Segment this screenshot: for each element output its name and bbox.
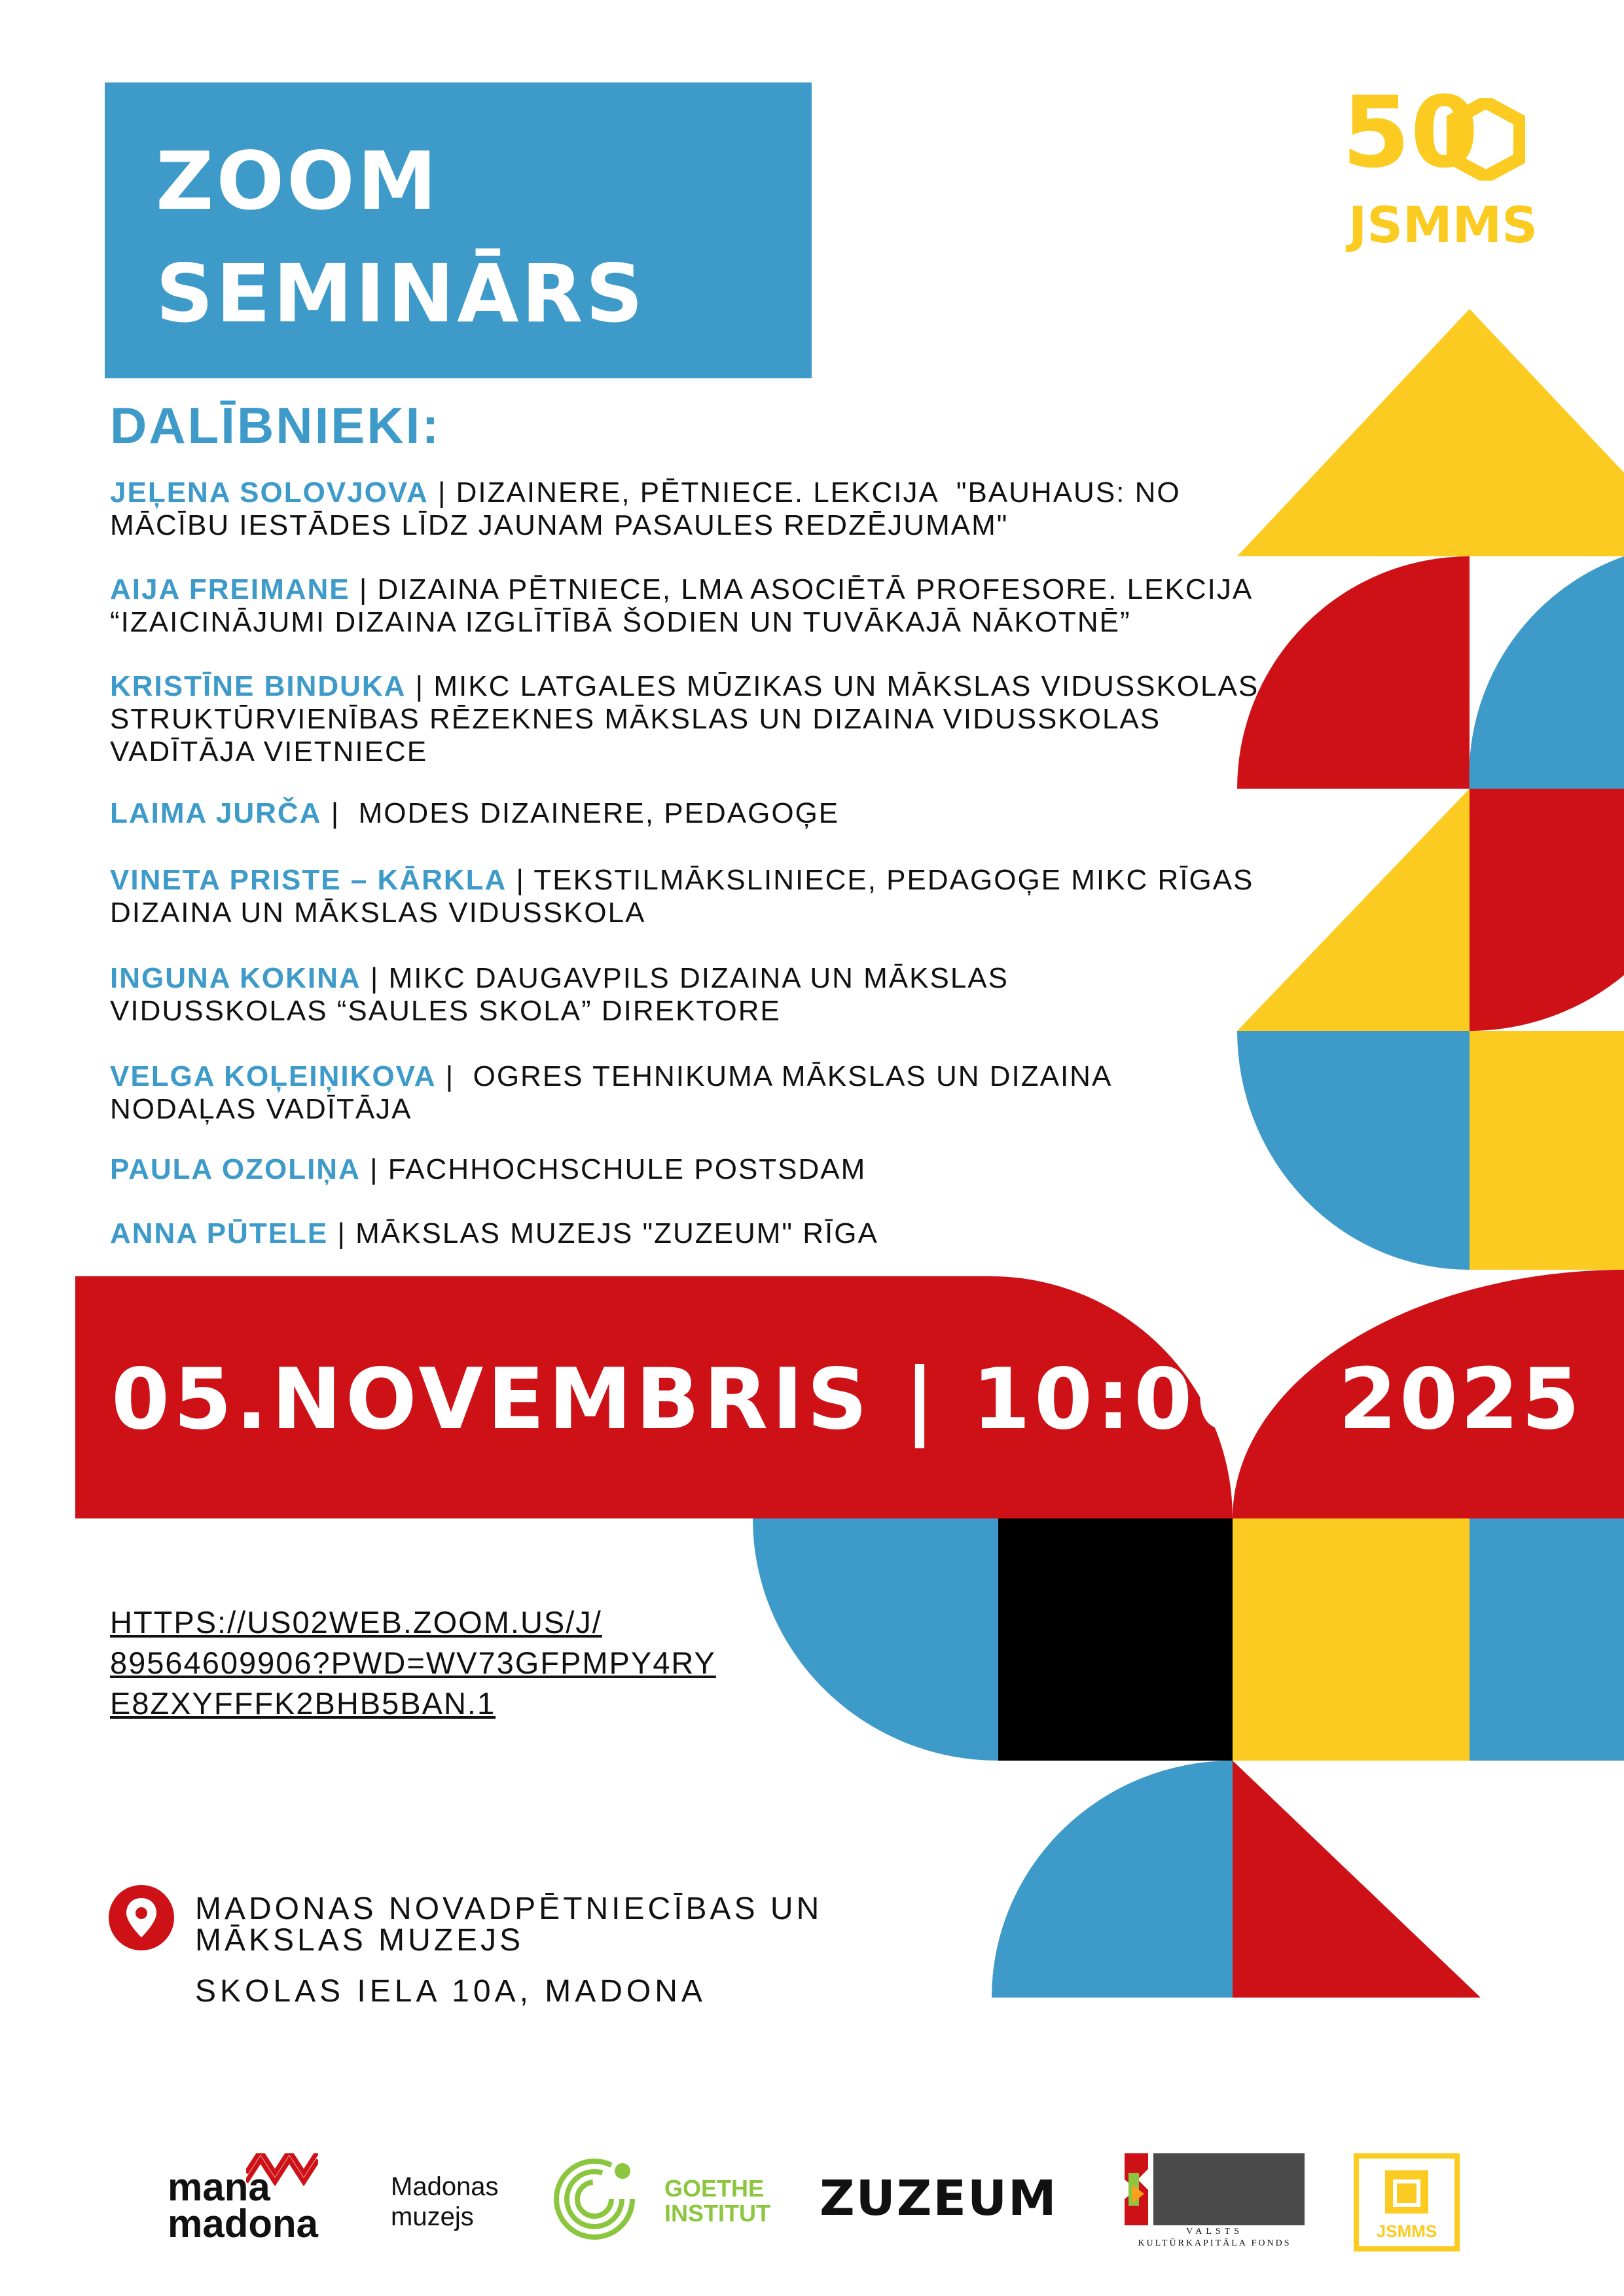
zoom-link[interactable] <box>110 1602 716 1724</box>
participant-role: “IZAICINĀJUMI DIZAINA IZGLĪTĪBĀ ŠODIEN UN TUVĀKAJĀ NĀKOTNĒ” <box>110 606 1131 638</box>
participant-role: DIZAINERE, PĒTNIECE. LEKCIJA "BAUHAUS: NO <box>456 476 1181 509</box>
participant-separator: | <box>328 1217 356 1249</box>
participant-line <box>110 703 1269 736</box>
black-square <box>998 1518 1233 1761</box>
anniversary-text: JSMMS <box>1348 196 1538 254</box>
participant-entry <box>110 573 1269 639</box>
mana-text: mana <box>168 2165 270 2209</box>
kkf-line-1: VALSTS <box>1185 2227 1244 2236</box>
participants-heading: DALĪBNIEKI: <box>110 397 441 454</box>
jsmms-text: JSMMS <box>1376 2221 1437 2241</box>
kulturkapitala-fonds-logo <box>1125 2153 1305 2251</box>
participant-line <box>110 797 1269 830</box>
participant-line <box>110 962 1269 995</box>
zoom-link-line[interactable]: 89564609906?PWD=WV73GFPMPY4RY <box>110 1645 716 1680</box>
participant-separator: | <box>406 670 434 702</box>
blue-quarter-circle-bottom <box>992 1761 1233 1998</box>
participant-entry <box>110 1153 1269 1186</box>
participant-entry <box>110 1060 1269 1126</box>
goethe-line-2: INSTITUT <box>664 2200 770 2227</box>
participant-role: MODES DIZAINERE, PEDAGOĢE <box>349 797 840 829</box>
participant-line <box>110 606 1269 639</box>
participant-separator: | <box>507 864 534 896</box>
goethe-line-1: GOETHE <box>664 2175 765 2202</box>
venue-address: SKOLAS IELA 10A, MADONA <box>195 1974 706 2009</box>
participant-entry <box>110 670 1269 768</box>
participant-separator: | <box>436 1060 464 1092</box>
participant-line <box>110 736 1269 768</box>
blue-square-lower <box>1470 1518 1624 1761</box>
red-triangle-bottom <box>1233 1761 1481 1998</box>
blue-quarter-circle-1 <box>1469 556 1624 789</box>
participant-role: MIKC DAUGAVPILS DIZAINA UN MĀKSLAS <box>388 962 1009 994</box>
zuzeum-logo: ZUZEUM <box>820 2170 1058 2227</box>
mana-madona-logo <box>168 2153 377 2245</box>
yellow-triangle-top <box>1237 309 1470 556</box>
participant-entry <box>110 797 1269 830</box>
participant-entry <box>110 962 1269 1028</box>
participant-name: KRISTĪNE BINDUKA <box>110 670 406 702</box>
participant-name: INGUNA KOKINA <box>110 962 361 994</box>
participant-role: VADĪTĀJA VIETNIECE <box>110 736 428 768</box>
event-date-time: 05.NOVEMBRIS | 10:00 <box>111 1351 1259 1448</box>
zoom-link-line[interactable]: HTTPS://US02WEB.ZOOM.US/J/ <box>110 1605 602 1640</box>
participant-separator: | <box>428 476 456 509</box>
participant-line <box>110 1153 1269 1186</box>
title-line-1: ZOOM <box>156 135 440 228</box>
yellow-square-lower <box>1233 1518 1470 1761</box>
participant-name: LAIMA JURČA <box>110 797 322 829</box>
venue-name-line: MĀKSLAS MUZEJS <box>195 1923 524 1958</box>
madona-text: madona <box>168 2202 319 2246</box>
hexagon-icon <box>1447 98 1525 181</box>
participant-name: AIJA FREIMANE <box>110 573 350 605</box>
madonas-muzejs-logo <box>391 2172 499 2232</box>
participant-role: TEKSTILMĀKSLINIECE, PEDAGOĢE MIKC RĪGAS <box>533 864 1254 896</box>
participant-line <box>110 670 1269 703</box>
participant-line <box>110 476 1269 509</box>
blue-quarter-circle-2 <box>1237 1031 1470 1270</box>
goethe-institut-logo <box>552 2157 774 2242</box>
participant-role: DIZAINA PĒTNIECE, LMA ASOCIĒTĀ PROFESORE. LEKCIJA <box>377 573 1254 605</box>
participant-role: NODAĻAS VADĪTĀJA <box>110 1093 412 1125</box>
zoom-link-line[interactable]: E8ZXYFFFK2BHB5BAN.1 <box>110 1686 496 1721</box>
goethe-spiral-icon <box>552 2157 637 2242</box>
red-quarter-circle-1 <box>1237 556 1470 789</box>
title-box <box>105 82 812 378</box>
muzejs-line-2: muzejs <box>391 2202 474 2231</box>
participant-line <box>110 897 1269 929</box>
blue-half-circle-left <box>753 1518 998 1761</box>
title-line-2: SEMINĀRS <box>156 247 646 340</box>
participant-role: MĀCĪBU IESTĀDES LĪDZ JAUNAM PASAULES REDZĒJUMAM" <box>110 509 1009 541</box>
yellow-square-mid <box>1470 1031 1624 1270</box>
participant-role: VIDUSSKOLAS “SAULES SKOLA” DIREKTORE <box>110 995 781 1027</box>
participant-name: VINETA PRISTE – KĀRKLA <box>110 864 507 896</box>
red-quarter-circle-2 <box>1470 789 1624 1031</box>
venue-name <box>195 1893 822 1956</box>
participant-entry <box>110 476 1269 542</box>
location-pin-icon <box>109 1885 174 1950</box>
participant-role: OGRES TEHNIKUMA MĀKSLAS UN DIZAINA <box>463 1060 1113 1092</box>
participant-name: PAULA OZOLIŅA <box>110 1153 361 1185</box>
participant-line <box>110 1217 1269 1250</box>
event-year: 2025 <box>1339 1351 1583 1448</box>
kkf-line-2: KULTŪRKAPITĀLA FONDS <box>1138 2238 1291 2248</box>
muzejs-line-1: Madonas <box>391 2172 499 2201</box>
participant-line <box>110 509 1269 542</box>
jsmms-50-logo <box>1342 76 1538 254</box>
participant-role: STRUKTŪRVIENĪBAS RĒZEKNES MĀKSLAS UN DIZAINA VIDUSSKOLAS <box>110 703 1161 735</box>
participant-role: MĀKSLAS MUZEJS "ZUZEUM" RĪGA <box>355 1217 878 1249</box>
participant-entry <box>110 864 1269 929</box>
participant-entry <box>110 1217 1269 1250</box>
participant-name: JEĻENA SOLOVJOVA <box>110 476 429 509</box>
participant-line <box>110 1093 1269 1126</box>
participant-separator: | <box>361 962 389 994</box>
participant-name: VELGA KOĻEIŅIKOVA <box>110 1060 437 1092</box>
jsmms-logo <box>1354 2153 1460 2251</box>
jsmms-emblem-icon <box>1382 2168 1431 2216</box>
participant-role: DIZAINA UN MĀKSLAS VIDUSSKOLA <box>110 897 646 929</box>
participant-line <box>110 864 1269 897</box>
participant-line <box>110 1060 1269 1093</box>
participant-role: FACHHOCHSCHULE POSTSDAM <box>388 1153 867 1185</box>
yellow-triangle-mid <box>1237 789 1470 1031</box>
participant-separator: | <box>350 573 378 605</box>
kkf-mark-icon <box>1125 2153 1305 2225</box>
participant-role: MIKC LATGALES MŪZIKAS UN MĀKSLAS VIDUSSKOLAS <box>433 670 1259 702</box>
participant-separator: | <box>321 797 350 829</box>
anniversary-number: 50 <box>1342 76 1479 190</box>
participant-separator: | <box>360 1153 388 1185</box>
venue-name-line: MADONAS NOVADPĒTNIECĪBAS UN <box>195 1892 823 1926</box>
participant-line <box>110 573 1269 606</box>
participant-name: ANNA PŪTELE <box>110 1217 329 1249</box>
participant-line <box>110 995 1269 1028</box>
yellow-triangle-top-right <box>1470 309 1624 556</box>
